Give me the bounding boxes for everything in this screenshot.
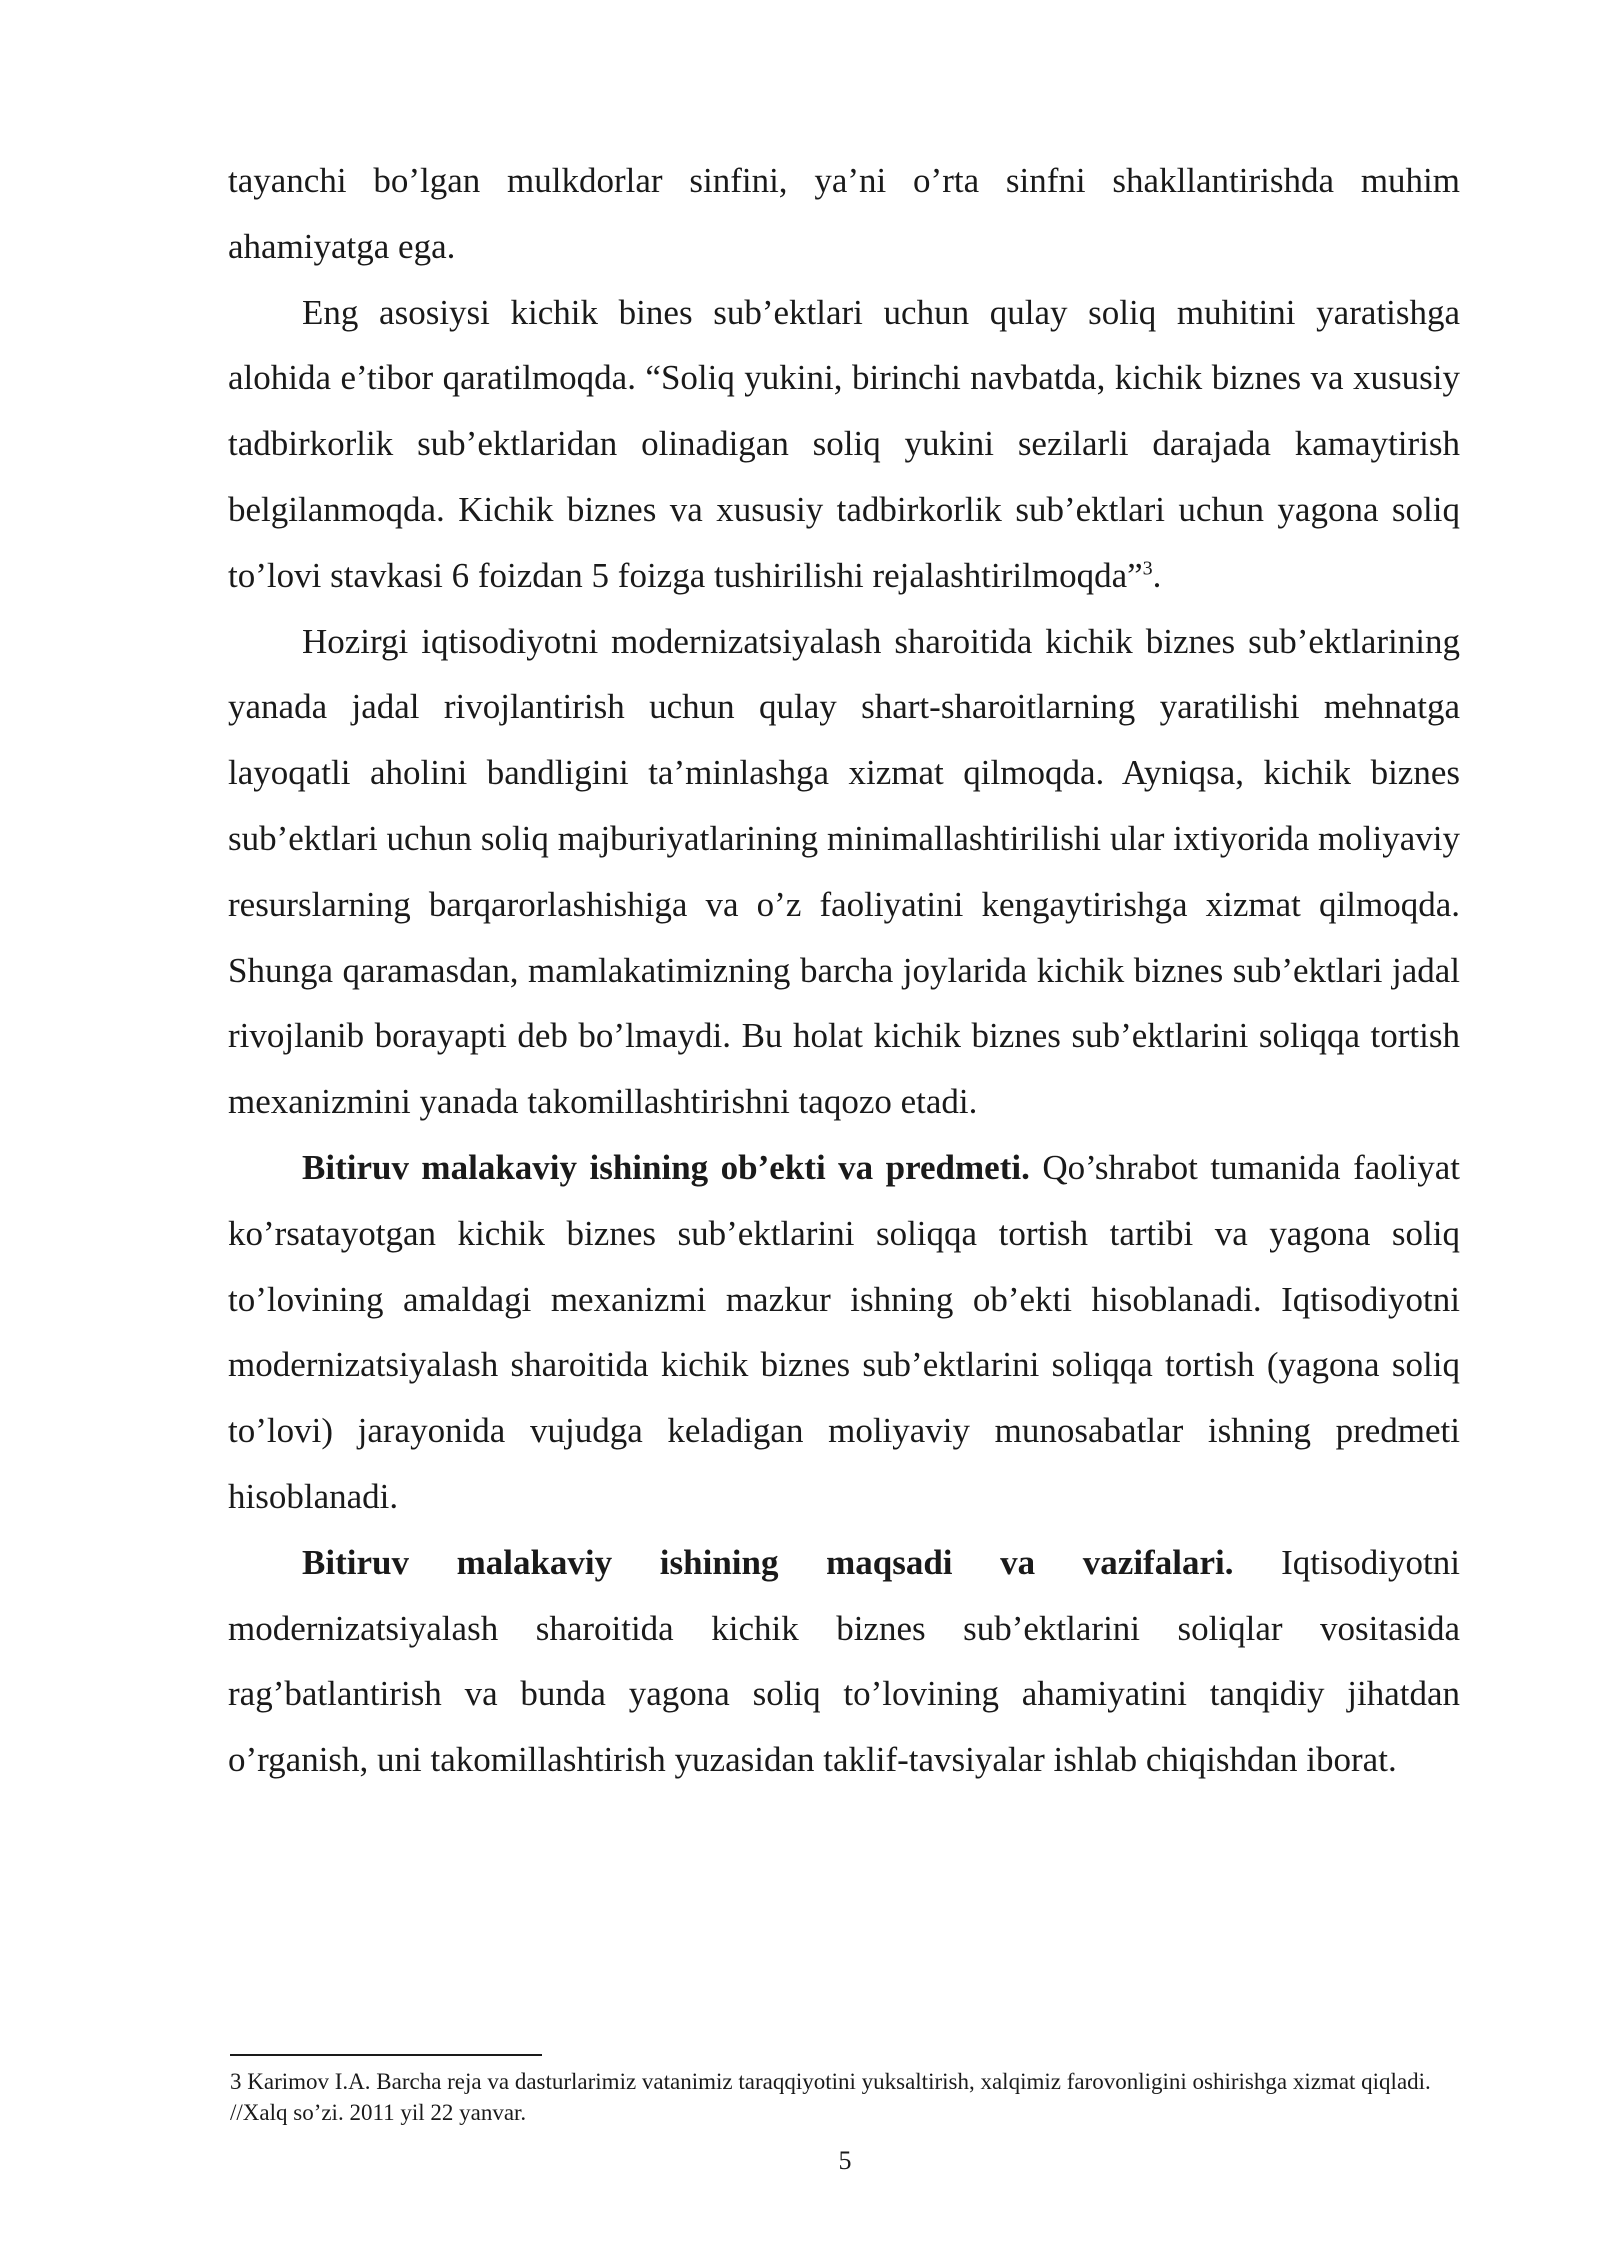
paragraph-4-text: Qo’shrabot tumanida faoliyat ko’rsatayotgan kichik biznes sub’ektlarini soliqqa tortish tartibi va yagona soliq to’lovining amaldagi mexanizmi mazkur ishning ob’ekti hisoblanadi. Iqtisodiyotni modernizatsiyalash sharoitida kichik biznes sub’ektlarini soliqqa tortish (yagona soliq to’lovi) jarayonida vujudga keladigan moliyaviy munosabatlar ishning predmeti hisoblanadi.: [228, 1147, 1460, 1516]
footnote-separator: [230, 2054, 542, 2056]
page-number: 5: [838, 2146, 852, 2175]
document-body: [228, 148, 1460, 1793]
section-heading-object-subject: Bitiruv malakaviy ishining ob’ekti va predmeti.: [302, 1147, 1030, 1187]
footnote-reference: 3: [1142, 557, 1153, 580]
paragraph-4: [228, 1135, 1460, 1530]
paragraph-2: [228, 280, 1460, 609]
paragraph-2-text: Eng asosiysi kichik bines sub’ektlari uchun qulay soliq muhitini yaratishga alohida e’tibor qaratilmoqda. “Soliq yukini, birinchi navbatda, kichik biznes va xususiy tadbirkorlik sub’ektlaridan olinadigan soliq yukini sezilarli darajada kamaytirish belgilanmoqda. Kichik biznes va xususiy tadbirkorlik sub’ektlari uchun yagona soliq to’lovi stavkasi 6 foizdan 5 foizga tushirilishi rejalashtirilmoqda”: [228, 292, 1460, 595]
section-heading-goals-tasks: Bitiruv malakaviy ishining maqsadi va vazifalari.: [302, 1542, 1234, 1582]
paragraph-5: [228, 1530, 1460, 1793]
paragraph-2-end: .: [1152, 555, 1162, 595]
footnote: 3 Karimov I.A. Barcha reja va dasturlarimiz vatanimiz taraqqiyotini yuksaltirish, xalqimiz farovonligini oshirishga xizmat qiqladi. //Xalq so’zi. 2011 yil 22 yanvar.: [230, 2069, 1431, 2125]
paragraph-5-text: Iqtisodiyotni modernizatsiyalash sharoitida kichik biznes sub’ektlarini soliqlar vositasida rag’batlantirish va bunda yagona soliq to’lovining ahamiyatini tanqidiy jihatdan o’rganish, uni takomillashtirish yuzasidan taklif-tavsiyalar ishlab chiqishdan iborat.: [228, 1542, 1460, 1780]
paragraph-3: Hozirgi iqtisodiyotni modernizatsiyalash sharoitida kichik biznes sub’ektlarining yanada jadal rivojlantirish uchun qulay shart-sharoitlarning yaratilishi mehnatga layoqatli aholini bandligini ta’minlashga xizmat qilmoqda. Ayniqsa, kichik biznes sub’ektlari uchun soliq majburiyatlarining minimallashtirilishi ular ixtiyorida moliyaviy resurslarning barqarorlashishiga va o’z faoliyatini kengaytirishga xizmat qilmoqda. Shunga qaramasdan, mamlakatimizning barcha joylarida kichik biznes sub’ektlari jadal rivojlanib borayapti deb bo’lmaydi. Bu holat kichik biznes sub’ektlarini soliqqa tortish mexanizmini yanada takomillashtirishni taqozo etadi.: [228, 621, 1460, 1122]
paragraph-1: tayanchi bo’lgan mulkdorlar sinfini, ya’ni o’rta sinfni shakllantirishda muhim ahamiyatga ega.: [228, 161, 1460, 266]
